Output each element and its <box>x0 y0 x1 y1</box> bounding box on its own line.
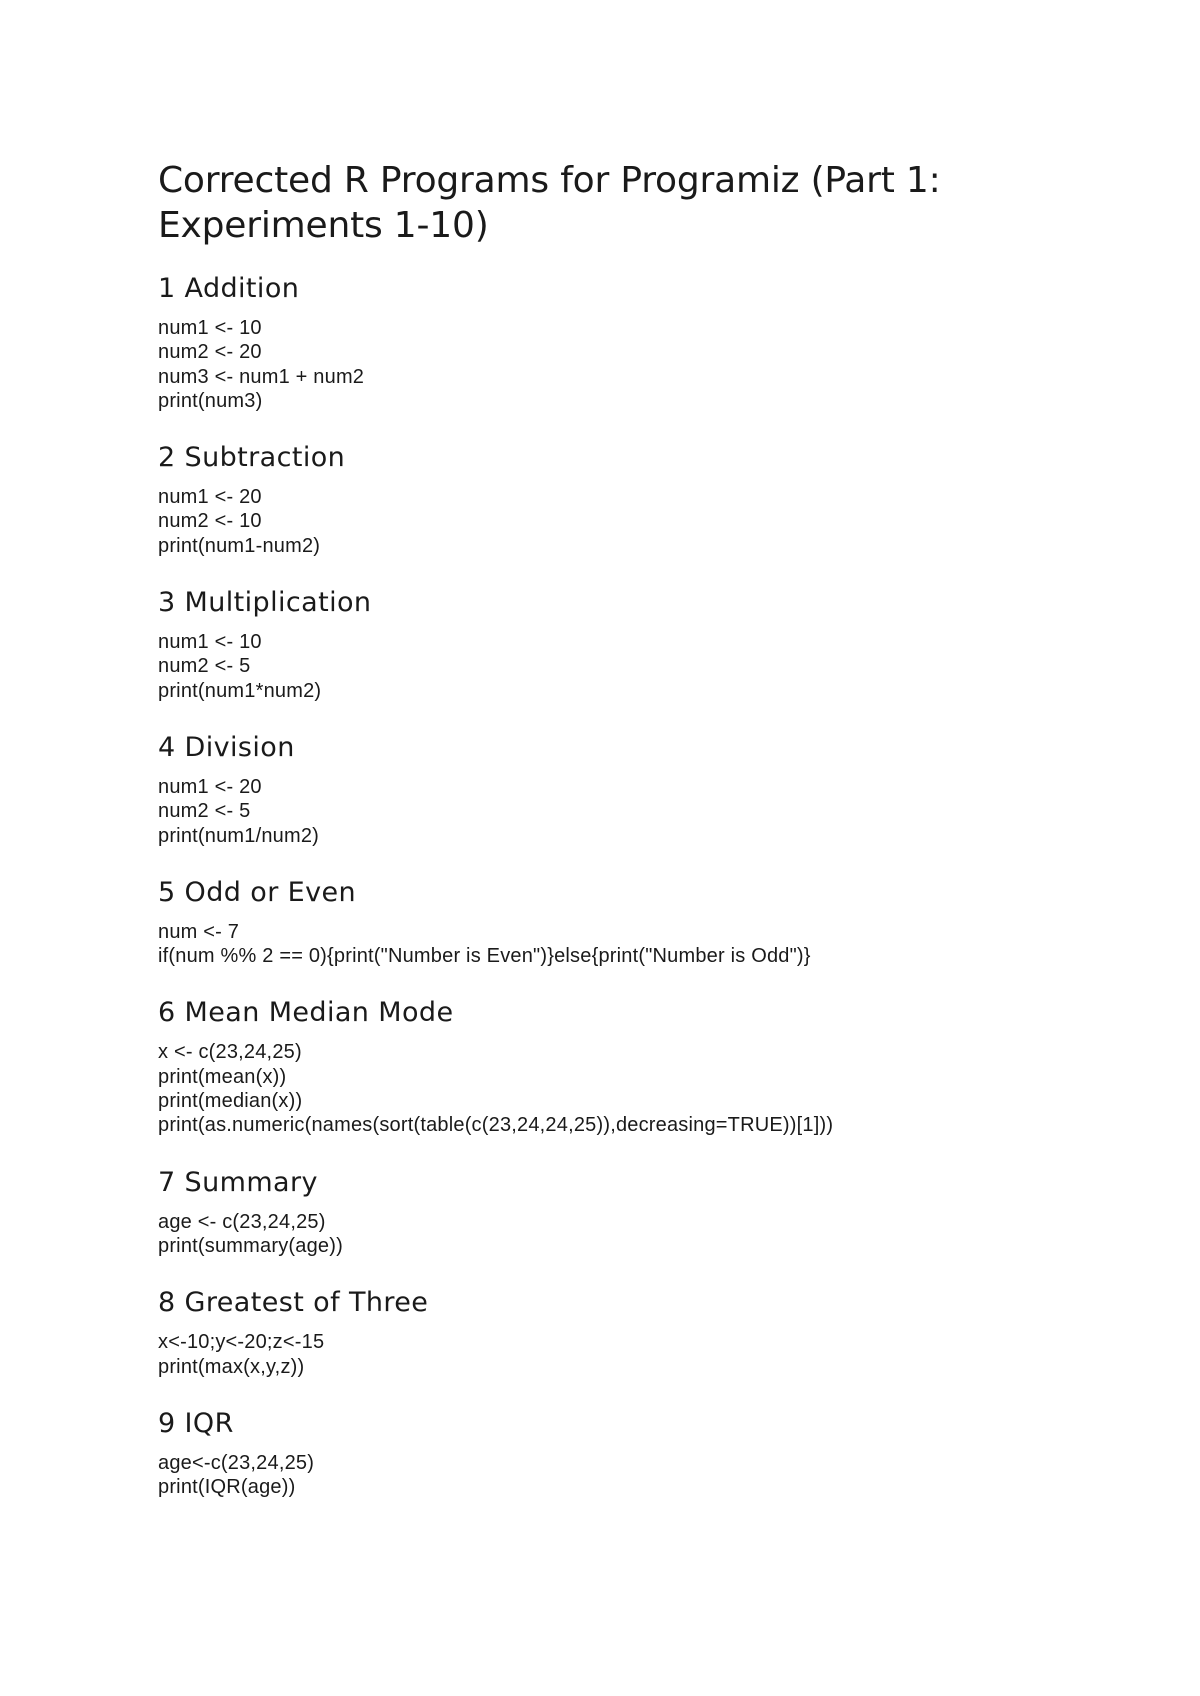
section-heading: 6 Mean Median Mode <box>158 997 454 1029</box>
code-line: print(num1-num2) <box>158 534 321 557</box>
code-line: num2 <- 5 <box>158 800 251 823</box>
section-heading: 3 Multiplication <box>158 587 372 619</box>
code-block <box>158 1040 1058 1137</box>
experiment-section <box>158 731 1058 848</box>
code-line: print(num1*num2) <box>158 679 322 702</box>
document-title: Corrected R Programs for Programiz (Part 1: Experiments 1-10) <box>158 160 941 246</box>
experiment-section <box>158 876 1058 969</box>
section-heading: 5 Odd or Even <box>158 876 357 908</box>
experiment-section <box>158 1286 1058 1379</box>
code-block <box>158 1330 1058 1379</box>
code-block <box>158 630 1058 703</box>
code-block <box>158 316 1058 413</box>
code-line: num <- 7 <box>158 920 240 943</box>
code-line: print(num1/num2) <box>158 824 320 847</box>
code-line: print(summary(age)) <box>158 1234 343 1257</box>
code-block <box>158 485 1058 558</box>
code-line: x<-10;y<-20;z<-15 <box>158 1331 325 1354</box>
code-line: num2 <- 20 <box>158 341 262 364</box>
code-block <box>158 775 1058 848</box>
code-line: age <- c(23,24,25) <box>158 1210 326 1233</box>
code-block <box>158 920 1058 969</box>
code-line: num3 <- num1 + num2 <box>158 365 365 388</box>
document-page <box>158 158 1058 1527</box>
code-line: x <- c(23,24,25) <box>158 1041 302 1064</box>
sections-container <box>158 272 1058 1499</box>
code-line: num1 <- 10 <box>158 631 262 654</box>
experiment-section <box>158 586 1058 703</box>
code-line: print(mean(x)) <box>158 1065 287 1088</box>
code-line: num1 <- 20 <box>158 775 262 798</box>
section-heading: 4 Division <box>158 731 295 763</box>
code-line: num1 <- 20 <box>158 486 262 509</box>
code-line: print(median(x)) <box>158 1090 303 1113</box>
experiment-section <box>158 996 1058 1137</box>
code-line: print(max(x,y,z)) <box>158 1355 305 1378</box>
experiment-section <box>158 272 1058 413</box>
experiment-section <box>158 441 1058 558</box>
code-line: print(num3) <box>158 389 263 412</box>
section-heading: 8 Greatest of Three <box>158 1287 429 1319</box>
section-heading: 1 Addition <box>158 273 300 304</box>
code-line: print(IQR(age)) <box>158 1476 296 1499</box>
section-heading: 9 IQR <box>158 1407 234 1439</box>
code-line: if(num %% 2 == 0){print("Number is Even")}else{print("Number is Odd")} <box>158 945 811 968</box>
code-line: num2 <- 5 <box>158 655 251 678</box>
code-block <box>158 1210 1058 1259</box>
experiment-section <box>158 1407 1058 1500</box>
code-line: age<-c(23,24,25) <box>158 1451 315 1474</box>
code-line: print(as.numeric(names(sort(table(c(23,24,24,25)),decreasing=TRUE))[1])) <box>158 1114 834 1137</box>
code-line: num1 <- 10 <box>158 317 262 339</box>
experiment-section <box>158 1166 1058 1259</box>
code-line: num2 <- 10 <box>158 510 262 533</box>
code-block <box>158 1451 1058 1500</box>
section-heading: 2 Subtraction <box>158 442 346 474</box>
section-heading: 7 Summary <box>158 1166 318 1198</box>
